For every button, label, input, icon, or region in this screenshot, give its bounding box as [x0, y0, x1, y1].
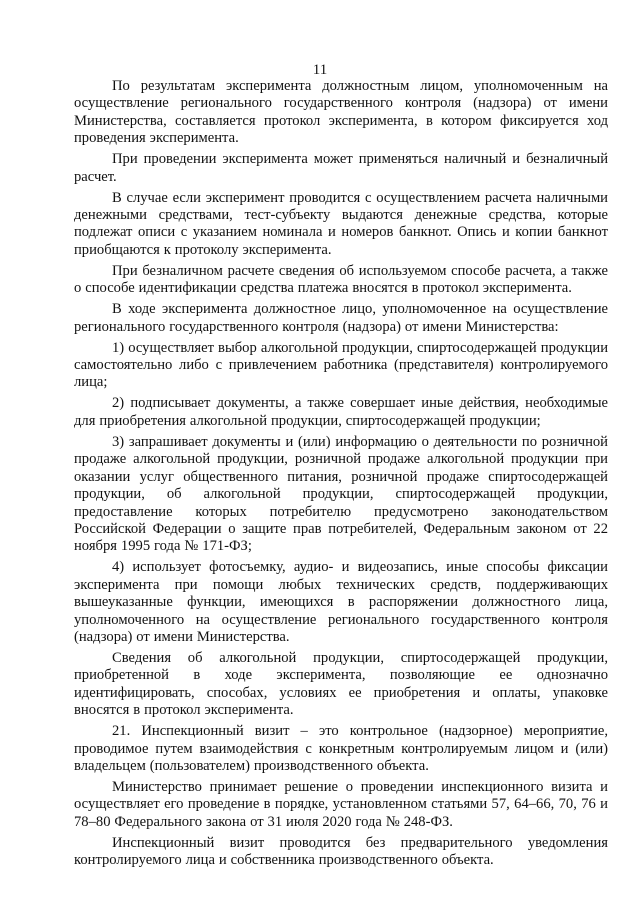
document-body	[74, 78, 608, 870]
paragraph: По результатам эксперимента должностным лицом, уполномоченным на осуществление регионального государственного контроля (надзора) от имени Министерства, составляется протокол эксперимента, в котором фиксируется ход проведения эксперимента.	[74, 78, 608, 147]
paragraph: В ходе эксперимента должностное лицо, уполномоченное на осуществление регионального государственного контроля (надзора) от имени Министерства:	[74, 301, 608, 335]
page-number: 11	[312, 62, 328, 78]
list-item: 1) осуществляет выбор алкогольной продукции, спиртосодержащей продукции самостоятельно либо с привлечением работника (представителя) контролируемого лица;	[74, 339, 608, 391]
paragraph: Сведения об алкогольной продукции, спиртосодержащей продукции, приобретенной в ходе эксперимента, позволяющие ее однозначно идентифицировать, способах, условиях ее приобретения и оплаты, упаковке вносятся в протокол эксперимента.	[74, 649, 608, 719]
list-item: 4) использует фотосъемку, аудио- и видеозапись, иные способы фиксации эксперимента при помощи любых технических средств, поддерживающих вышеуказанные функции, имеющихся в распоряжении должностного лица, уполномоченного на осуществление регионального государственного контроля (надзора) от имени Министерства.	[74, 559, 608, 645]
list-item: 2) подписывает документы, а также совершает иные действия, необходимые для приобретения алкогольной продукции, спиртосодержащей продукции;	[74, 395, 608, 429]
paragraph: В случае если эксперимент проводится с осуществлением расчета наличными денежными средствами, тест-субъекту выдаются денежные средства, которые подлежат описи с указанием номинала и номеров банкнот. Опись и копии банкнот приобщаются к протоколу эксперимента.	[74, 189, 608, 258]
section-paragraph: 21. Инспекционный визит – это контрольное (надзорное) мероприятие, проводимое путем взаимодействия с конкретным контролируемым лицом и (или) владельцем (пользователем) производственного объекта.	[74, 723, 608, 774]
paragraph: При безналичном расчете сведения об используемом способе расчета, а также о способе идентификации средства платежа вносятся в протокол эксперимента.	[74, 262, 608, 297]
paragraph: Инспекционный визит проводится без предварительного уведомления контролируемого лица и собственника производственного объекта.	[74, 834, 608, 869]
paragraph: При проведении эксперимента может применяться наличный и безналичный расчет.	[74, 151, 608, 185]
list-item: 3) запрашивает документы и (или) информацию о деятельности по розничной продаже алкогольной продукции, розничной продаже алкогольной продукции при оказании услуг общественного питания, розничной продаже спиртосодержащей продукции, об алкогольной продукции, спиртосодержащей продукции, предоставление которых потребителю предусмотрено законодательством Российской Федерации о защите прав потребителей, Федеральным законом от 22 ноября 1995 года № 171-ФЗ;	[74, 433, 608, 555]
paragraph: Министерство принимает решение о проведении инспекционного визита и осуществляет его проведение в порядке, установленном статьями 57, 64–66, 70, 76 и 78–80 Федерального закона от 31 июля 2020 года № 248-ФЗ.	[74, 778, 608, 830]
